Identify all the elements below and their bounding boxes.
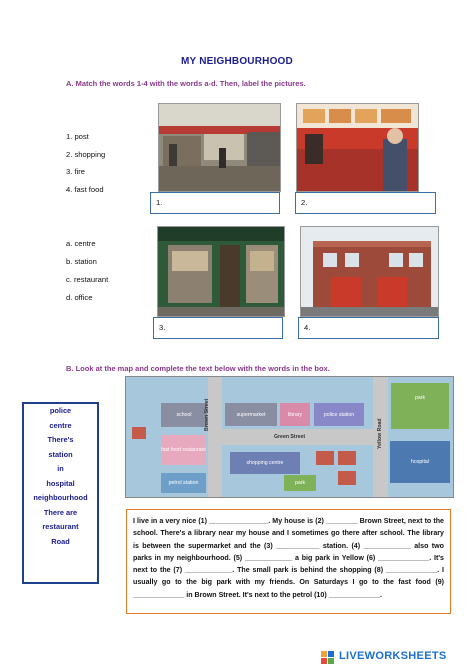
section-b-instruction: B. Look at the map and complete the text below with the words in the box. [66, 364, 330, 373]
fast-food-label: fast food restaurant [161, 447, 206, 453]
page-title: MY NEIGHBOURHOOD [181, 56, 293, 67]
school-building [161, 403, 207, 427]
section-a-instruction: A. Match the words 1-4 with the words a-d. Then, label the pictures. [66, 79, 306, 88]
answer-box-2[interactable] [295, 192, 436, 214]
park-top-area [391, 383, 449, 429]
yellow-road-label: Yellow Road [377, 418, 383, 449]
fast-food-photo [296, 103, 419, 192]
word-2: 2. shopping [66, 150, 106, 159]
word-box-item: centre [49, 420, 72, 430]
house [338, 471, 356, 485]
word-box-item: There's [47, 435, 74, 444]
fast-food-building [161, 435, 206, 465]
word-b: b. station [66, 257, 97, 266]
answer-box-1[interactable] [150, 192, 280, 214]
library-building [280, 403, 310, 426]
word-box-item: restaurant [42, 522, 79, 531]
shopping-centre-label: shopping centre [246, 460, 284, 466]
answer-label-3: 3. [159, 323, 166, 332]
hospital-label: hospital [411, 459, 429, 465]
word-4: 4. fast food [66, 185, 104, 194]
word-box-item: in [57, 464, 64, 473]
shopping-centre-building [230, 452, 300, 474]
shop-front-photo [157, 226, 285, 317]
fire-station-photo [300, 226, 439, 317]
school-label: school [176, 412, 192, 418]
neighbourhood-map [125, 376, 454, 498]
word-box-item: neighbourhood [33, 493, 88, 502]
police-station-building [314, 403, 364, 426]
green-street-label: Green Street [274, 434, 306, 440]
word-box-item: hospital [46, 478, 75, 488]
word-box-item: police [49, 406, 72, 415]
brown-street-label: Brown Street [204, 398, 210, 431]
word-3: 3. fire [66, 167, 85, 176]
house [132, 427, 146, 439]
park-bottom-label: park [294, 480, 306, 486]
supermarket-label: supermarket [236, 411, 266, 418]
supermarket-building [225, 403, 277, 426]
house [338, 451, 356, 465]
police-station-label: police station [323, 411, 355, 418]
library-label: library [287, 411, 303, 418]
brown-street-road [208, 377, 222, 497]
answer-label-1: 1. [156, 198, 163, 207]
word-box [22, 402, 99, 584]
word-a: a. centre [66, 239, 96, 248]
cloze-paragraph: I live in a very nice (1) _______________. My house is (2) ________ Brown Street, next to the school. There's a library near my house and I sometimes go there after school. The library is between the supermarket and the (3) ___________ station. (4) ____________ also two parks in my neighbourhood. (5) ____________ a big park in Yellow (6) _____________. It's next to the (7) ____________. The small park is behind the shopping (8) _____________. I usually go to the big park with my friends. On Saturdays I go to the fast food (9) _____________ in Brown Street. It's next to the petrol (10) _____________. [133, 517, 444, 599]
answer-label-2: 2. [301, 198, 308, 207]
petrol-station-label: petrol station [168, 480, 199, 486]
answer-box-4[interactable] [298, 317, 439, 339]
word-d: d. office [66, 293, 93, 302]
park-bottom-area [284, 475, 316, 491]
word-box-item: Road [51, 536, 70, 546]
word-1: 1. post [66, 132, 89, 141]
hospital-building [390, 441, 450, 483]
brand-name: LIVEWORKSHEETS [339, 650, 447, 662]
liveworksheets-logo-icon [321, 651, 336, 664]
word-box-item: There are [43, 507, 78, 517]
cloze-text-box [126, 509, 451, 614]
word-c: c. restaurant [66, 275, 109, 284]
petrol-station-building [161, 473, 206, 493]
word-box-item: station [48, 449, 73, 459]
park-top-label: park [414, 395, 426, 401]
post-office-photo [158, 103, 281, 192]
answer-box-3[interactable] [153, 317, 283, 339]
answer-label-4: 4. [304, 323, 311, 332]
house [316, 451, 334, 465]
